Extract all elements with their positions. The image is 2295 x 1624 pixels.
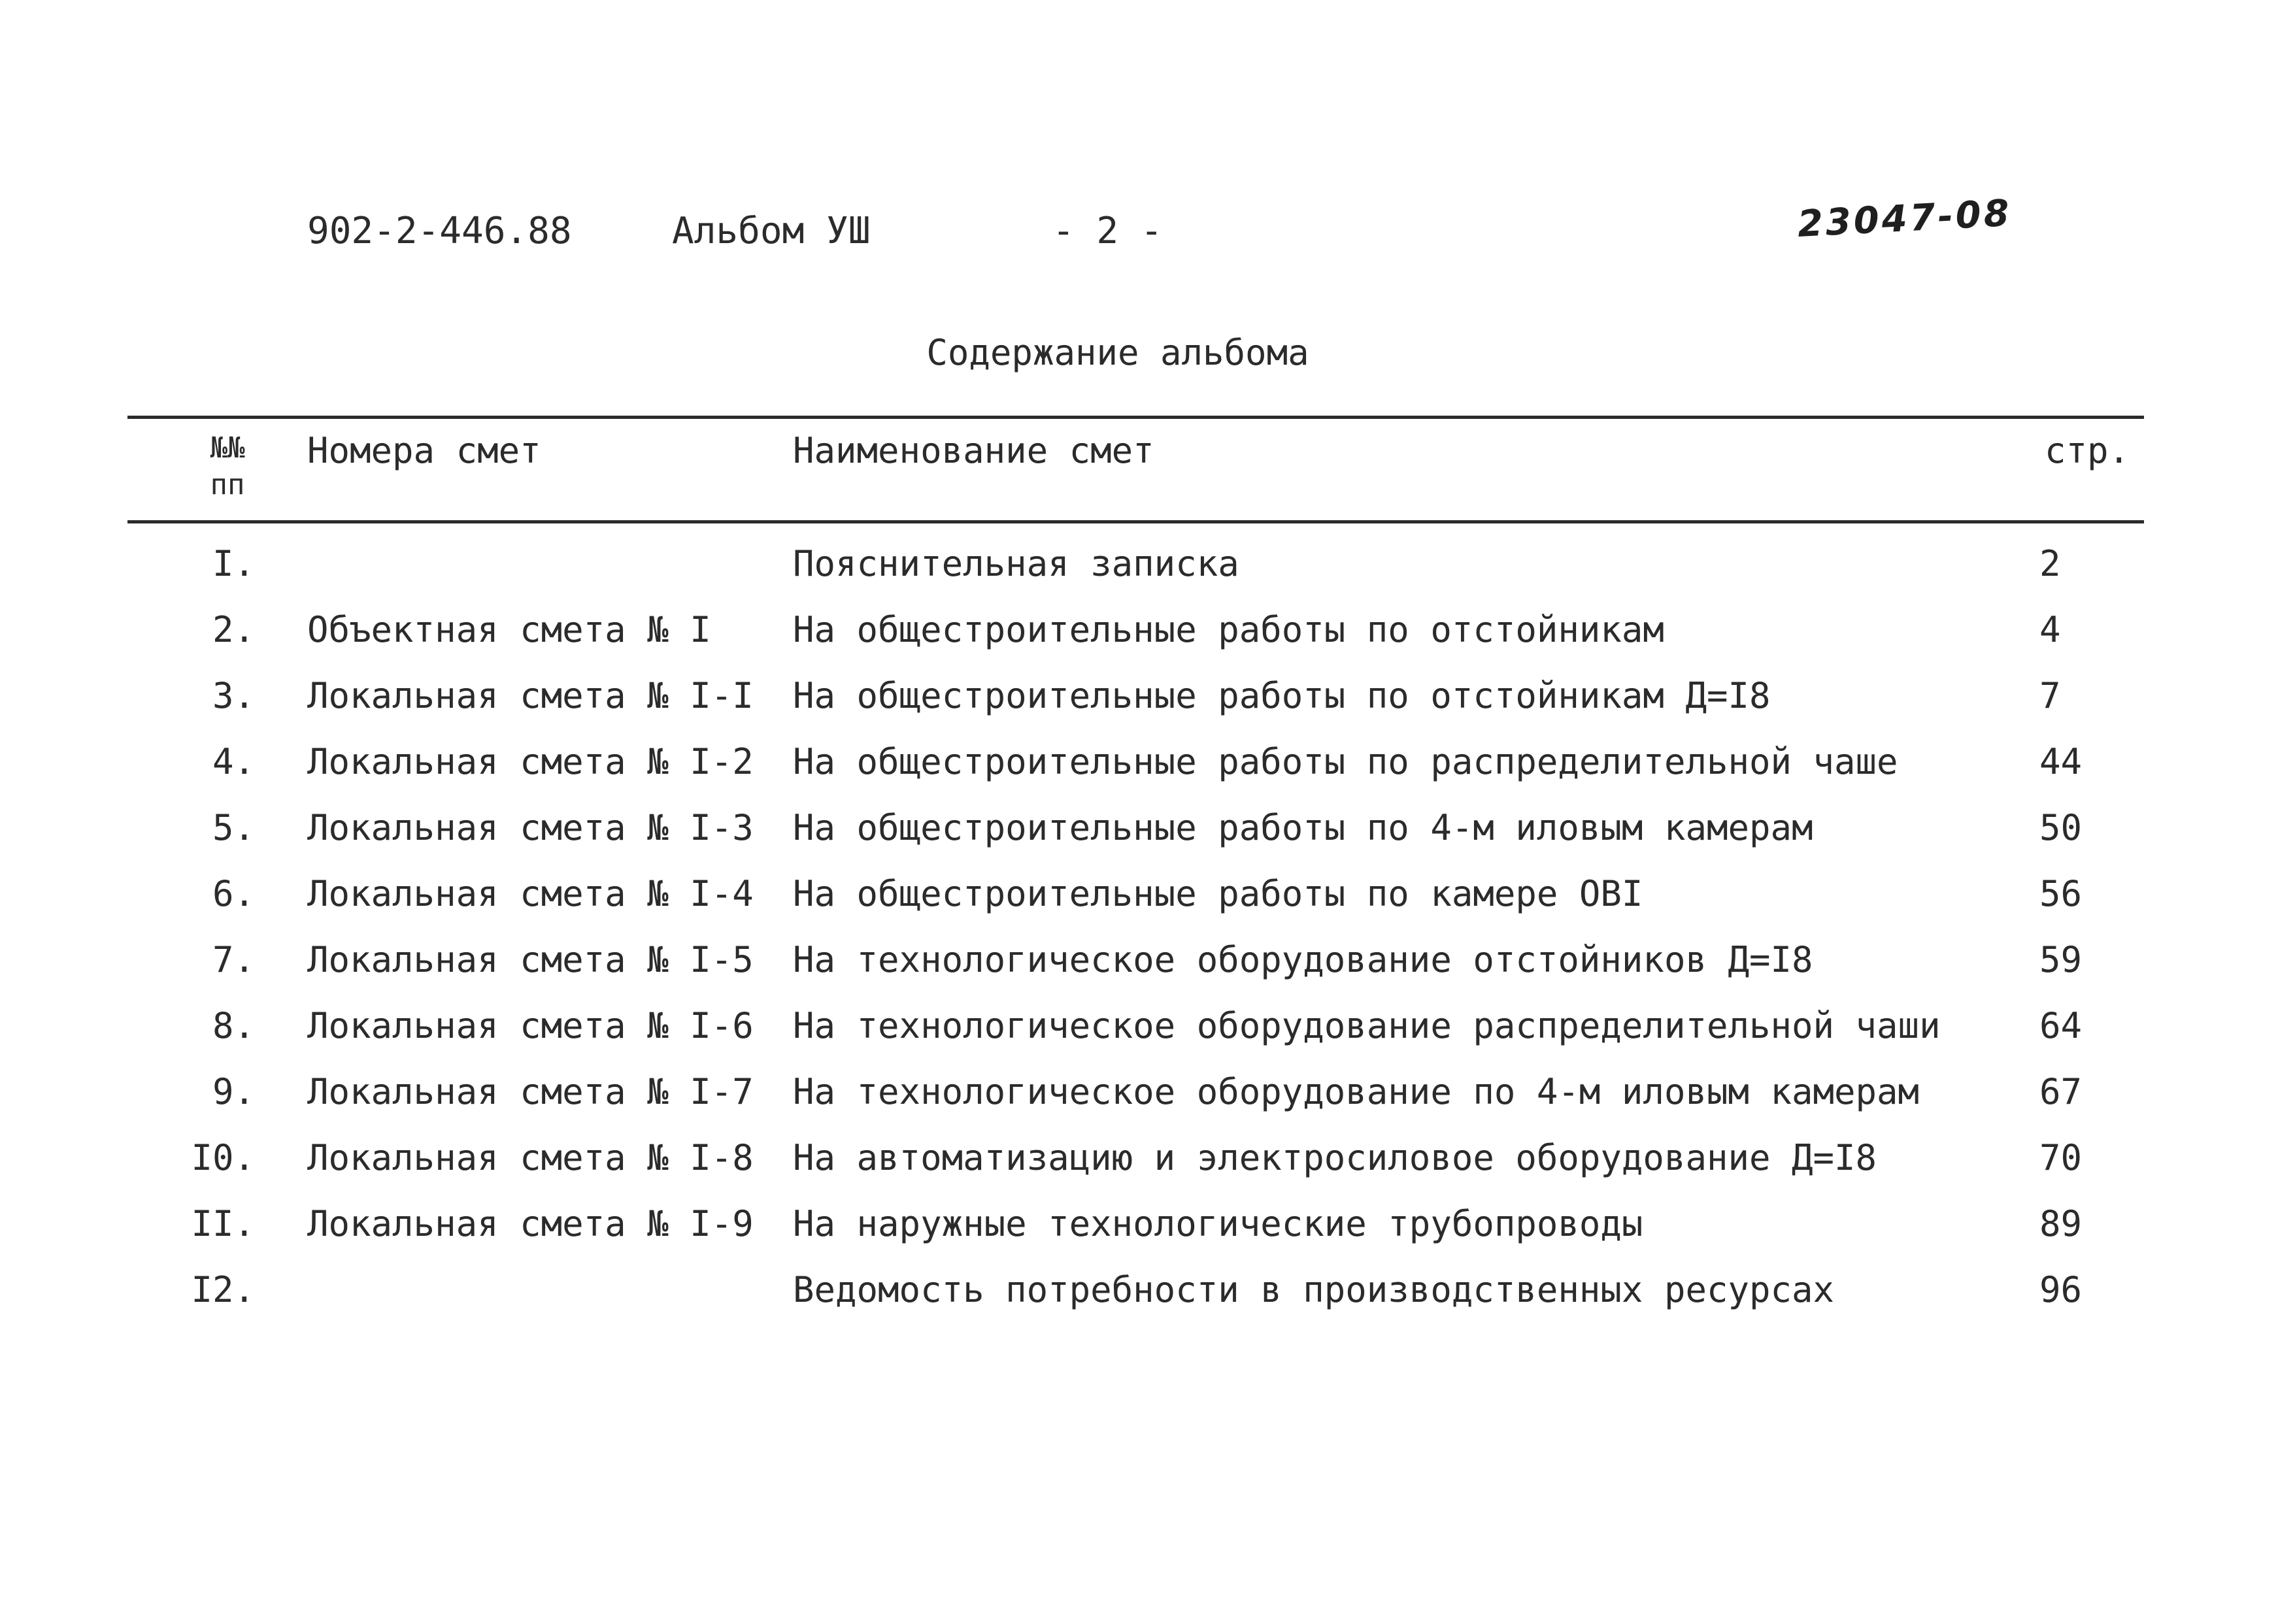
- page-ref: 70: [2039, 1137, 2083, 1178]
- row-number: II.: [191, 1203, 255, 1244]
- estimate-name: На общестроительные работы по отстойникам: [793, 609, 1664, 650]
- table-row: [0, 670, 2295, 722]
- column-header-number-line2: пп: [210, 468, 245, 501]
- estimate-number: Локальная смета № I-3: [307, 807, 754, 848]
- estimate-number: Локальная смета № I-7: [307, 1071, 754, 1112]
- estimate-name: На общестроительные работы по отстойникам Д=I8: [793, 675, 1771, 716]
- estimate-number: Локальная смета № I-4: [307, 873, 754, 914]
- page-title: Содержание альбома: [926, 332, 1309, 373]
- page-ref: 4: [2039, 609, 2061, 650]
- table-row: [0, 1066, 2295, 1118]
- page-ref: 56: [2039, 873, 2083, 914]
- estimate-name: На технологическое оборудование по 4-м иловым камерам: [793, 1071, 1920, 1112]
- column-header-estimate-number: Номера смет: [307, 430, 541, 471]
- row-number: 2.: [212, 609, 255, 650]
- column-header-number: [208, 430, 247, 503]
- estimate-number: Объектная смета № I: [307, 609, 711, 650]
- page-ref: 67: [2039, 1071, 2083, 1112]
- row-number: 9.: [212, 1071, 255, 1112]
- row-number: 8.: [212, 1005, 255, 1046]
- table-row: [0, 604, 2295, 656]
- page-ref: 44: [2039, 741, 2083, 782]
- estimate-name: Ведомость потребности в производственных ресурсах: [793, 1269, 1835, 1310]
- row-number: 5.: [212, 807, 255, 848]
- table-row: [0, 934, 2295, 986]
- page-ref: 50: [2039, 807, 2083, 848]
- table-row: [0, 538, 2295, 590]
- estimate-name: На общестроительные работы по 4-м иловым камерам: [793, 807, 1813, 848]
- row-number: I0.: [191, 1137, 255, 1178]
- table-row: [0, 868, 2295, 920]
- estimate-name: Пояснительная записка: [793, 543, 1239, 584]
- column-header-page: стр.: [2045, 430, 2130, 471]
- estimate-name: На технологическое оборудование распределительной чаши: [793, 1005, 1941, 1046]
- estimate-name: На общестроительные работы по камере OBI: [793, 873, 1643, 914]
- row-number: 7.: [212, 939, 255, 980]
- estimate-number: Локальная смета № I-I: [307, 675, 754, 716]
- page-ref: 64: [2039, 1005, 2083, 1046]
- table-row: [0, 802, 2295, 854]
- page-number: - 2 -: [1052, 210, 1163, 252]
- table-row: [0, 736, 2295, 788]
- row-number: 3.: [212, 675, 255, 716]
- estimate-number: Локальная смета № I-5: [307, 939, 754, 980]
- table-row: [0, 1198, 2295, 1250]
- estimate-name: На общестроительные работы по распределительной чаше: [793, 741, 1898, 782]
- handwritten-archive-number: 23047-08: [1796, 191, 2013, 246]
- row-number: 6.: [212, 873, 255, 914]
- album-label: Альбом УШ: [672, 210, 871, 252]
- estimate-name: На наружные технологические трубопроводы: [793, 1203, 1643, 1244]
- estimate-number: Локальная смета № I-6: [307, 1005, 754, 1046]
- document-code: 902-2-446.88: [307, 210, 572, 252]
- estimate-name: На технологическое оборудование отстойников Д=I8: [793, 939, 1813, 980]
- table-header-rule: [127, 520, 2144, 523]
- page-ref: 7: [2039, 675, 2061, 716]
- column-header-estimate-name: Наименование смет: [793, 430, 1154, 471]
- page-ref: 59: [2039, 939, 2083, 980]
- page-ref: 89: [2039, 1203, 2083, 1244]
- page-ref: 96: [2039, 1269, 2083, 1310]
- row-number: 4.: [212, 741, 255, 782]
- table-row: [0, 1264, 2295, 1316]
- table-top-rule: [127, 416, 2144, 419]
- table-row: [0, 1000, 2295, 1052]
- estimate-number: Локальная смета № I-9: [307, 1203, 754, 1244]
- estimate-number: Локальная смета № I-8: [307, 1137, 754, 1178]
- row-number: I.: [212, 543, 255, 584]
- page-ref: 2: [2039, 543, 2061, 584]
- estimate-name: На автоматизацию и электросиловое оборудование Д=I8: [793, 1137, 1877, 1178]
- column-header-number-line1: №№: [210, 431, 245, 465]
- table-row: [0, 1132, 2295, 1184]
- row-number: I2.: [191, 1269, 255, 1310]
- estimate-number: Локальная смета № I-2: [307, 741, 754, 782]
